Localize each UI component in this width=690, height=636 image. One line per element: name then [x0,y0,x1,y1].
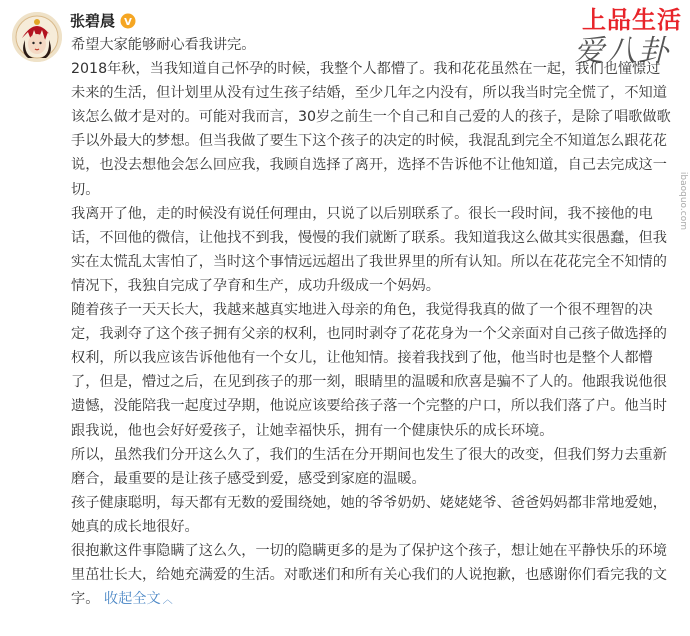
watermark-url: ibaoquo.com [678,171,688,230]
chevron-up-icon[interactable]: ︿ [162,595,173,607]
post-paragraph: 孩子健康聪明，每天都有无数的爱围绕她，她的爷爷奶奶、姥姥姥爷、爸爸妈妈都非常地爱她，她真的成长地很好。 [71,494,667,535]
author-row [70,10,136,31]
avatar[interactable] [12,12,62,62]
post-paragraph-text: 很抱歉这件事隐瞒了这么久，一切的隐瞒更多的是为了保护这个孩子，想让她在平静快乐的环境里茁壮长大，给她充满爱的生活。对歌迷们和所有关心我们的人说抱歉，也感谢你们看完我的文字。 [71,542,667,608]
post-body [71,33,673,613]
author-name[interactable]: 张碧晨 [70,12,116,30]
post-paragraph-last [71,539,673,613]
svg-text:V: V [124,16,132,28]
avatar-image [12,12,62,62]
watermark-title: 上品生活 [582,6,682,34]
collapse-label[interactable]: 收起全文 [103,591,161,608]
collapse-button[interactable] [104,591,173,607]
post-paragraph: 2018年秋，当我知道自己怀孕的时候，我整个人都懵了。我和花花虽然在一起，我们也憧憬过未来的生活，但计划里从没有过生孩子结婚，至少几年之内没有，所以我当时完全慌了，不知道该怎么做才是对的。可能对我而言，30岁之前生一个自己和自己爱的人的孩子，是除了唱歌做歌手以外最大的梦想。但当我做了要生下这个孩子的决定的时候，我混乱到完全不知道怎么跟花花说，也没去想他会怎么回应我，我顾自选择了离开，选择不告诉他不让他知道，自己去完成这一切。 [71,61,671,198]
post-paragraph: 我离开了他，走的时候没有说任何理由，只说了以后别联系了。很长一段时间，我不接他的电话，不回他的微信，让他找不到我，慢慢的我们就断了联系。我知道我这么做其实很愚蠢，但我实在太慌乱太害怕了，当时这个事情远远超出了我世界里的所有认知。所以在花花完全不知情的情况下，我独自完成了孕育和生产，成功升级成一个妈妈。 [71,205,667,294]
watermark-subtitle: 爱八卦 [574,34,670,69]
verified-badge-icon [120,13,136,29]
post-paragraph: 希望大家能够耐心看我讲完。 [71,37,256,53]
post-paragraph: 随着孩子一天天长大，我越来越真实地进入母亲的角色，我觉得我真的做了一个很不理智的决定，我剥夺了这个孩子拥有父亲的权利，也同时剥夺了花花身为一个父亲面对自己孩子做选择的权利，所以我应该告诉他他有一个女儿，让他知情。接着我找到了他，他当时也是整个人都懵了，但是，懵过之后，在见到孩子的那一刻，眼睛里的温暖和欣喜是骗不了人的。他跟我说他很遗憾，没能陪我一起度过孕期，他说应该要给孩子落一个完整的户口，所以我们落了户。他当时跟我说，他也会好好爱孩子，让她幸福快乐，拥有一个健康快乐的成长环境。 [71,302,667,439]
post-paragraph: 所以，虽然我们分开这么久了，我们的生活在分开期间也发生了很大的改变，但我们努力去重新磨合，最重要的是让孩子感受到爱，感受到家庭的温暖。 [71,446,667,487]
